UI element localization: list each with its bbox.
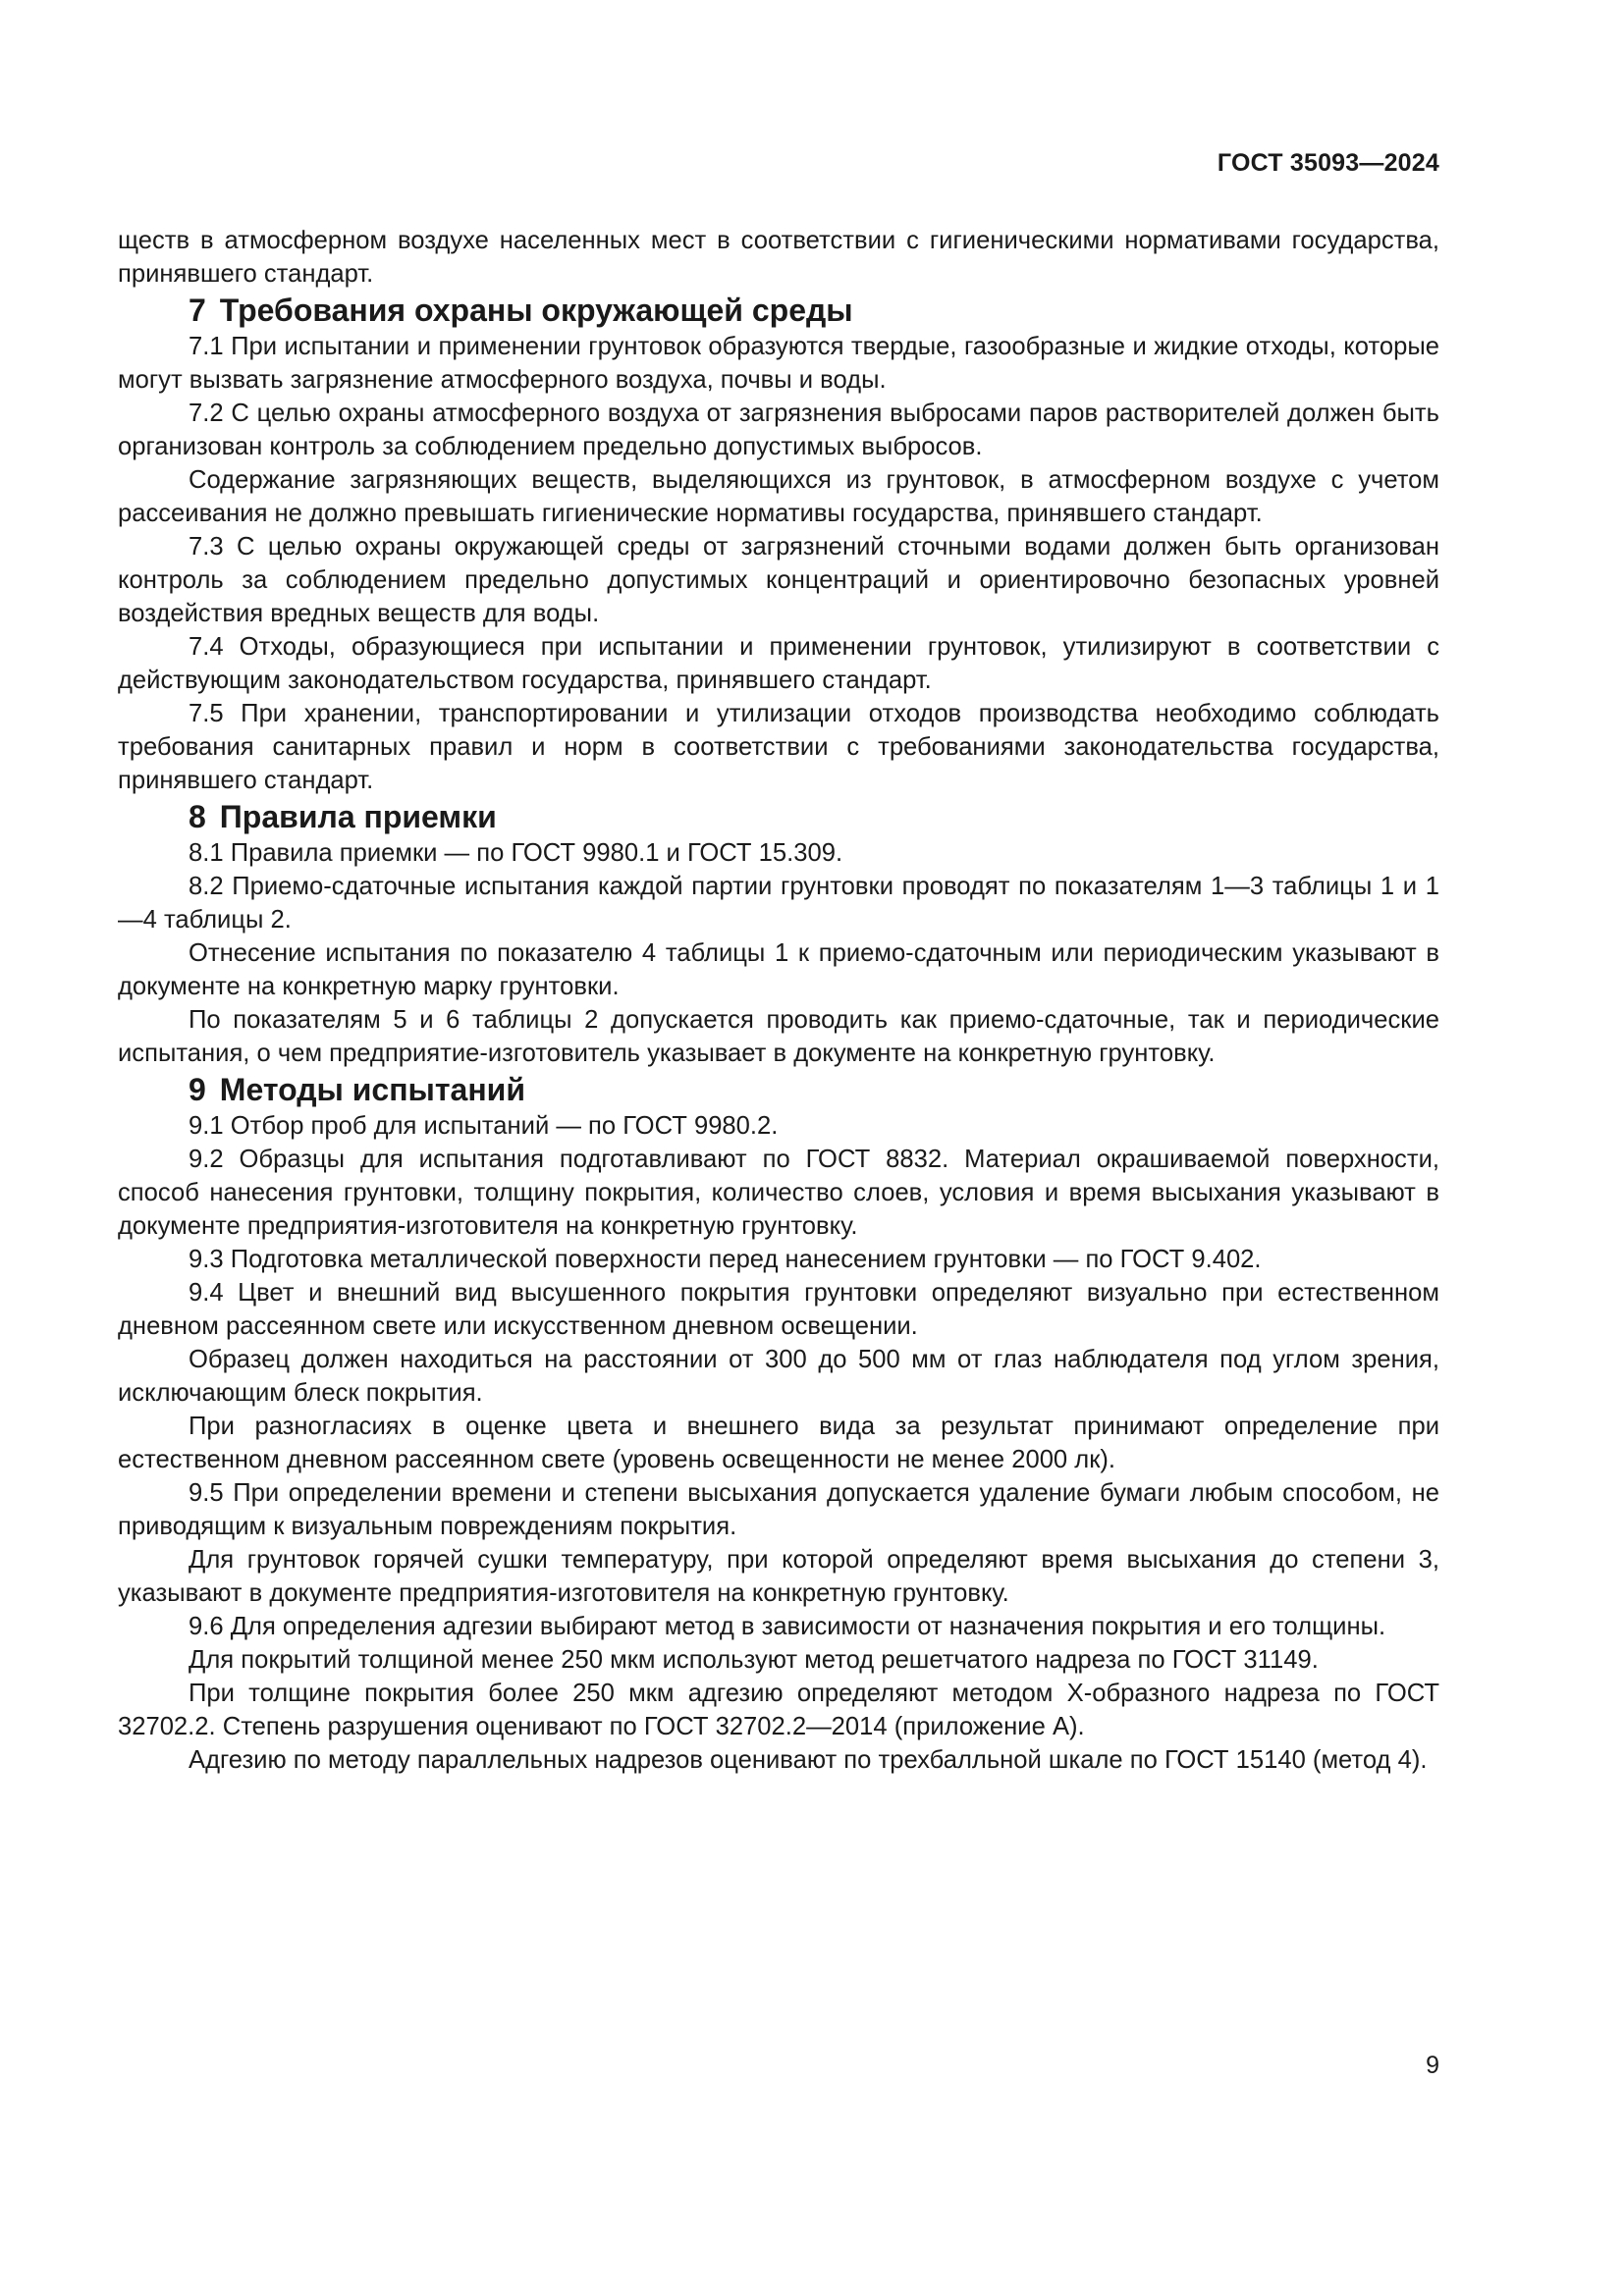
paragraph-7-4: 7.4 Отходы, образующиеся при испытании и применении грунтовок, утилизируют в соответствии с действующим законодательством государства, принявшего стандарт. [118, 633, 1439, 694]
paragraph-9-6-thick: При толщине покрытия более 250 мкм адгезию определяют методом Х-образного надреза по ГОСТ 32702.2. Степень разрушения оценивают по ГОСТ 32702.2—2014 (приложение А). [118, 1680, 1439, 1740]
paragraph-8-2-note: Отнесение испытания по показателю 4 таблицы 1 к приемо-сдаточным или периодическим указывают в документе на конкретную марку грунтовки. [118, 939, 1439, 1000]
section-8-heading [118, 797, 1439, 836]
section-number: 7 [189, 293, 206, 328]
paragraph-8-2: 8.2 Приемо-сдаточные испытания каждой партии грунтовки проводят по показателям 1—3 таблицы 1 и 1—4 таблицы 2. [118, 873, 1439, 934]
paragraph-7-2-content: Содержание загрязняющих веществ, выделяющихся из грунтовок, в атмосферном воздухе с учетом рассеивания не должно превышать гигиенические нормативы государства, принявшего стандарт. [118, 466, 1439, 527]
section-number: 9 [189, 1072, 206, 1107]
section-9-heading [118, 1070, 1439, 1109]
paragraph-8-1: 8.1 Правила приемки — по ГОСТ 9980.1 и ГОСТ 15.309. [189, 839, 843, 867]
paragraph-9-3: 9.3 Подготовка металлической поверхности перед нанесением грунтовки — по ГОСТ 9.402. [189, 1246, 1262, 1273]
paragraph-9-4-distance: Образец должен находиться на расстоянии от 300 до 500 мм от глаз наблюдателя под углом зрения, исключающим блеск покрытия. [118, 1346, 1439, 1407]
intro-paragraph: ществ в атмосферном воздухе населенных мест в соответствии с гигиеническими нормативами государства, принявшего стандарт. [118, 227, 1439, 288]
paragraph-9-6: 9.6 Для определения адгезии выбирают метод в зависимости от назначения покрытия и его толщины. [189, 1613, 1386, 1640]
paragraph-9-4: 9.4 Цвет и внешний вид высушенного покрытия грунтовки определяют визуально при естественном дневном рассеянном свете или искусственном дневном освещении. [118, 1279, 1439, 1340]
section-number: 8 [189, 799, 206, 834]
paragraph-7-1: 7.1 При испытании и применении грунтовок образуются твердые, газообразные и жидкие отходы, которые могут вызвать загрязнение атмосферного воздуха, почвы и воды. [118, 333, 1439, 394]
paragraph-9-5-hot-drying: Для грунтовок горячей сушки температуру, при которой определяют время высыхания до степени 3, указывают в документе предприятия-изготовителя на конкретную грунтовку. [118, 1546, 1439, 1607]
section-7-heading [118, 291, 1439, 330]
section-title: Правила приемки [219, 799, 497, 834]
paragraph-8-2-periodic: По показателям 5 и 6 таблицы 2 допускается проводить как приемо-сдаточные, так и периодические испытания, о чем предприятие-изготовитель указывает в документе на конкретную грунтовку. [118, 1006, 1439, 1067]
paragraph-9-4-disagreement: При разногласиях в оценке цвета и внешнего вида за результат принимают определение при естественном дневном рассеянном свете (уровень освещенности не менее 2000 лк). [118, 1413, 1439, 1473]
paragraph-7-2: 7.2 С целью охраны атмосферного воздуха от загрязнения выбросами паров растворителей должен быть организован контроль за соблюдением предельно допустимых выбросов. [118, 400, 1439, 460]
paragraph-7-5: 7.5 При хранении, транспортировании и утилизации отходов производства необходимо соблюдать требования санитарных правил и норм в соответствии с требованиями законодательства государства, принявшего стандарт. [118, 700, 1439, 794]
paragraph-9-5: 9.5 При определении времени и степени высыхания допускается удаление бумаги любым способом, не приводящим к визуальным повреждениям покрытия. [118, 1479, 1439, 1540]
paragraph-9-2: 9.2 Образцы для испытания подготавливают по ГОСТ 8832. Материал окрашиваемой поверхности, способ нанесения грунтовки, толщину покрытия, количество слоев, условия и время высыхания указывают в документе предприятия-изготовителя на конкретную грунтовку. [118, 1146, 1439, 1240]
document-header: ГОСТ 35093—2024 [1217, 149, 1439, 177]
paragraph-9-6-parallel: Адгезию по методу параллельных надрезов оценивают по трехбалльной шкале по ГОСТ 15140 (метод 4). [189, 1746, 1428, 1774]
paragraph-9-1: 9.1 Отбор проб для испытаний — по ГОСТ 9980.2. [189, 1112, 779, 1140]
paragraph-9-6-thin: Для покрытий толщиной менее 250 мкм используют метод решетчатого надреза по ГОСТ 31149. [189, 1646, 1319, 1674]
document-body [118, 224, 1439, 1777]
section-title: Требования охраны окружающей среды [219, 293, 853, 328]
page-number: 9 [1426, 2052, 1439, 2079]
section-title: Методы испытаний [219, 1072, 525, 1107]
paragraph-7-3: 7.3 С целью охраны окружающей среды от загрязнений сточными водами должен быть организован контроль за соблюдением предельно допустимых концентраций и ориентировочно безопасных уровней воздействия вредных веществ для воды. [118, 533, 1439, 627]
